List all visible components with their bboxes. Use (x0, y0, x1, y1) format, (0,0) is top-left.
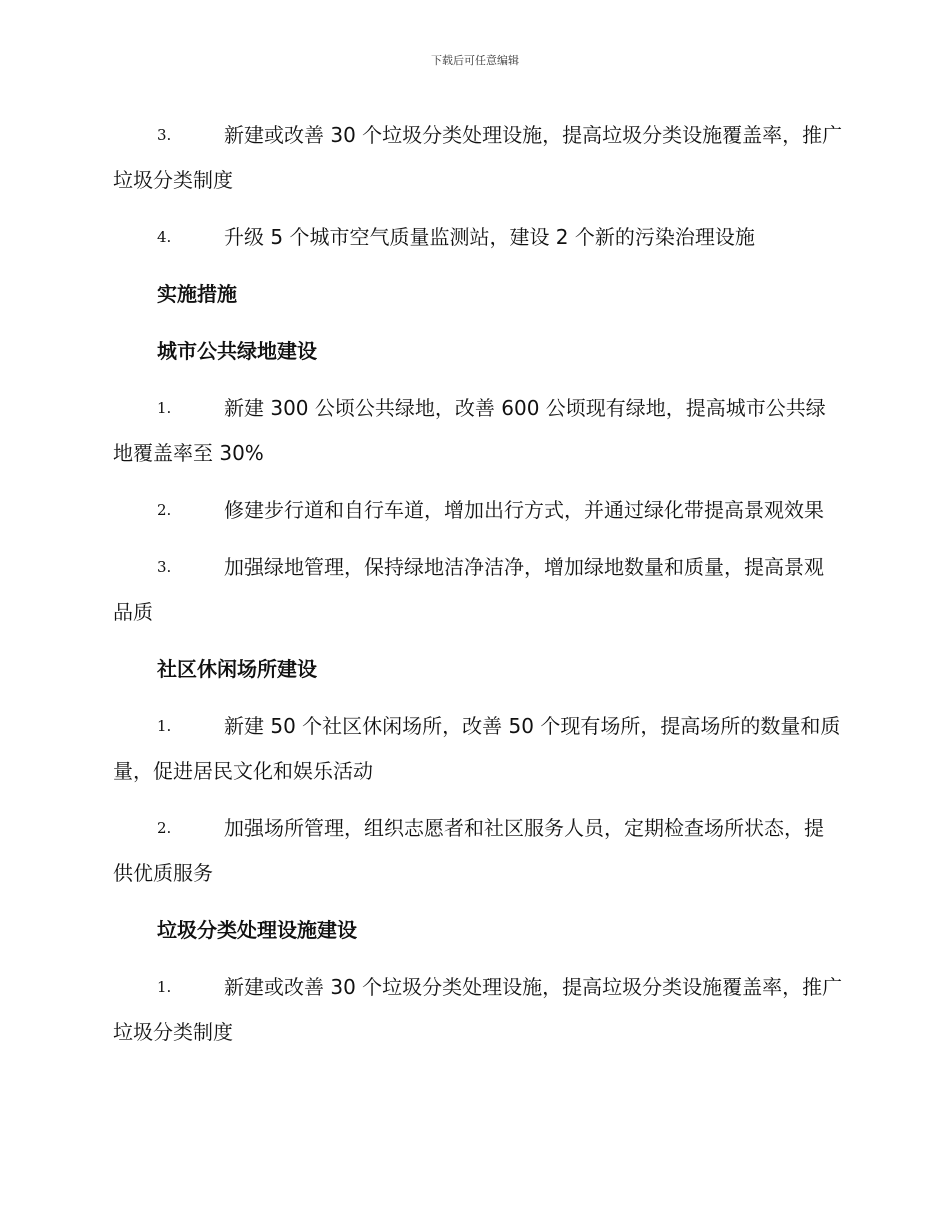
list-item (113, 386, 843, 476)
list-item (113, 806, 843, 896)
list-number: 1. (157, 399, 172, 417)
list-text: 新建或改善 30 个垃圾分类处理设施，提高垃圾分类设施覆盖率，推广垃圾分类制度 (113, 975, 843, 1044)
list-number: 3. (157, 558, 172, 576)
list-text: 新建或改善 30 个垃圾分类处理设施，提高垃圾分类设施覆盖率，推广垃圾分类制度 (113, 123, 843, 192)
list-text: 加强场所管理，组织志愿者和社区服务人员，定期检查场所状态，提供优质服务 (113, 816, 824, 885)
list-number: 2. (157, 819, 172, 837)
list-text: 加强绿地管理，保持绿地洁净洁净，增加绿地数量和质量，提高景观品质 (113, 555, 824, 624)
list-number: 1. (157, 717, 172, 735)
section-heading-implementation: 实施措施 (157, 282, 237, 306)
list-number: 2. (157, 501, 172, 519)
section-heading-waste-sorting: 垃圾分类处理设施建设 (157, 918, 357, 942)
list-item (113, 215, 843, 260)
section-heading-green-space: 城市公共绿地建设 (157, 339, 317, 363)
list-number: 4. (157, 228, 172, 246)
list-item (113, 488, 843, 533)
list-item (113, 965, 843, 1055)
list-number: 3. (157, 126, 172, 144)
list-text: 升级 5 个城市空气质量监测站，建设 2 个新的污染治理设施 (224, 225, 755, 249)
page-header: 下载后可任意编辑 (431, 54, 519, 67)
list-item (113, 113, 843, 203)
list-item (113, 704, 843, 794)
list-item (113, 545, 843, 635)
list-number: 1. (157, 978, 172, 996)
list-text: 修建步行道和自行车道，增加出行方式，并通过绿化带提高景观效果 (224, 498, 824, 522)
section-heading-community-leisure: 社区休闲场所建设 (157, 657, 317, 681)
list-text: 新建 300 公顷公共绿地，改善 600 公顷现有绿地，提高城市公共绿地覆盖率至 30% (113, 396, 826, 465)
document-body (113, 113, 843, 1067)
list-text: 新建 50 个社区休闲场所，改善 50 个现有场所，提高场所的数量和质量，促进居民文化和娱乐活动 (113, 714, 841, 783)
